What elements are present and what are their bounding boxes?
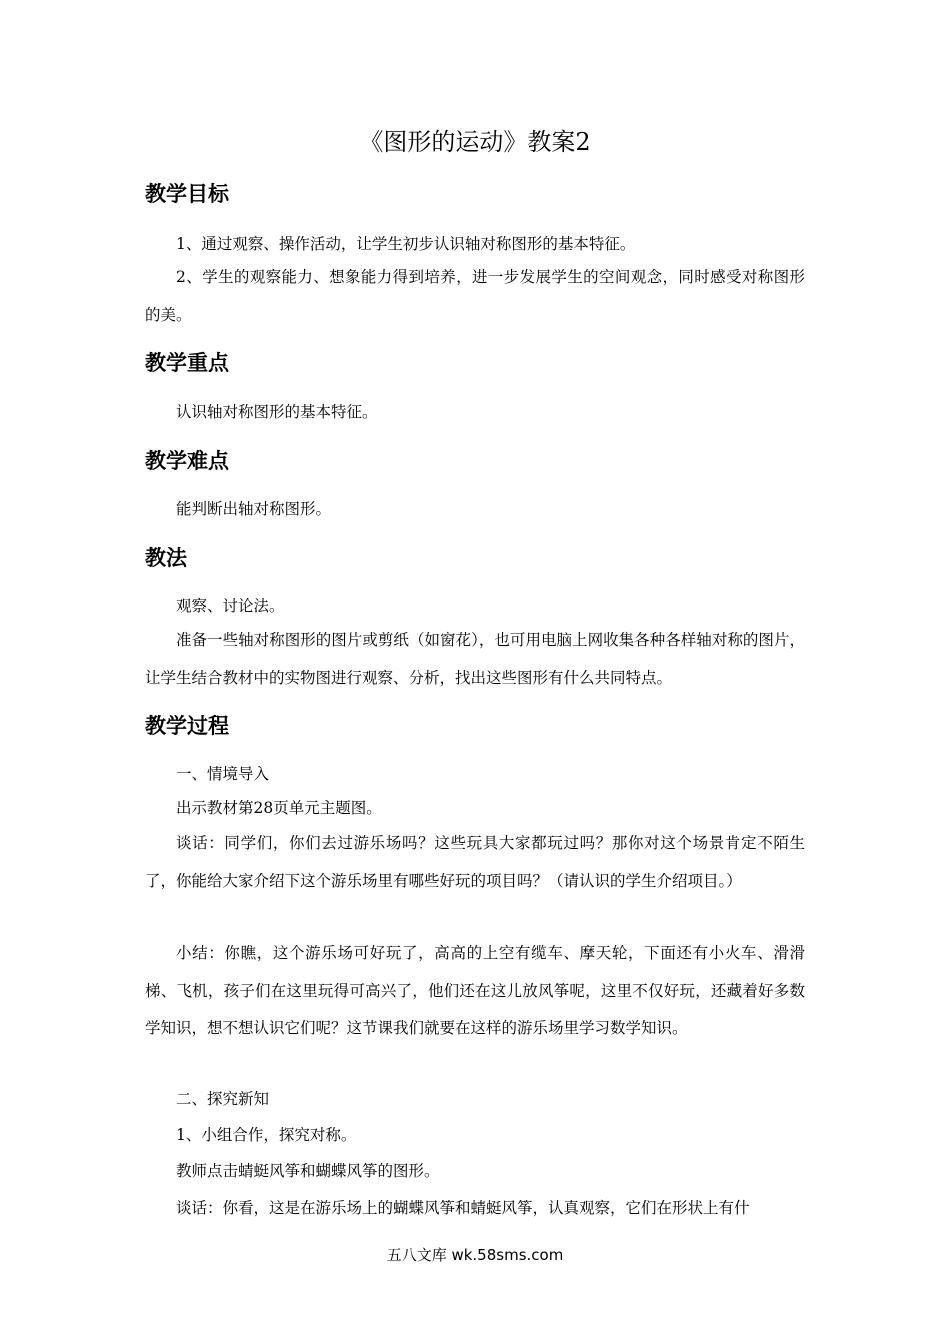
- heading-key-points: 教学重点: [145, 351, 229, 375]
- process-paragraph-3: 谈话：同学们，你们去过游乐场吗？这些玩具大家都玩过吗？那你对这个场景肯定不陌生了，你能给大家介绍下这个游乐场里有哪些好玩的项目吗？（请认识的学生介绍项目。）: [145, 834, 805, 890]
- heading-difficulties: 教学难点: [145, 449, 229, 473]
- heading-process: 教学过程: [145, 714, 229, 738]
- process-paragraph-6: 1、小组合作，探究对称。: [176, 1126, 357, 1144]
- key-points-paragraph: 认识轴对称图形的基本特征。: [176, 403, 378, 421]
- process-paragraph-4: 小结：你瞧，这个游乐场可好玩了，高高的上空有缆车、摩天轮，下面还有小火车、滑滑梯、飞机，孩子们在这里玩得可高兴了，他们还在这儿放风筝呢，这里不仅好玩，还藏着好多数学知识，想不想认识它们呢？这节课我们就要在这样的游乐场里学习数学知识。: [145, 944, 805, 1037]
- objectives-paragraph-1: 1、通过观察、操作活动，让学生初步认识轴对称图形的基本特征。: [176, 235, 636, 253]
- process-paragraph-2: 出示教材第28页单元主题图。: [176, 799, 382, 817]
- process-paragraph-7: 教师点击蜻蜓风筝和蝴蝶风筝的图形。: [176, 1162, 440, 1180]
- process-paragraph-8: 谈话：你看，这是在游乐场上的蝴蝶风筝和蜻蜓风筝，认真观察，它们在形状上有什: [176, 1199, 750, 1217]
- document-title: 《图形的运动》教案2: [359, 128, 591, 156]
- page-footer-watermark: 五八文库 wk.58sms.com: [386, 1246, 564, 1264]
- objectives-paragraph-2: 2、学生的观察能力、想象能力得到培养，进一步发展学生的空间观念，同时感受对称图形的美。: [145, 268, 805, 324]
- heading-method: 教法: [145, 546, 187, 570]
- process-paragraph-5: 二、探究新知: [176, 1090, 270, 1108]
- process-paragraph-1: 一、情境导入: [176, 765, 270, 783]
- heading-objectives: 教学目标: [145, 182, 229, 206]
- method-paragraph-2: 准备一些轴对称图形的图片或剪纸（如窗花），也可用电脑上网收集各种各样轴对称的图片，让学生结合教材中的实物图进行观察、分析，找出这些图形有什么共同特点。: [145, 631, 805, 687]
- method-paragraph-1: 观察、讨论法。: [176, 597, 285, 615]
- difficulties-paragraph: 能判断出轴对称图形。: [176, 500, 332, 518]
